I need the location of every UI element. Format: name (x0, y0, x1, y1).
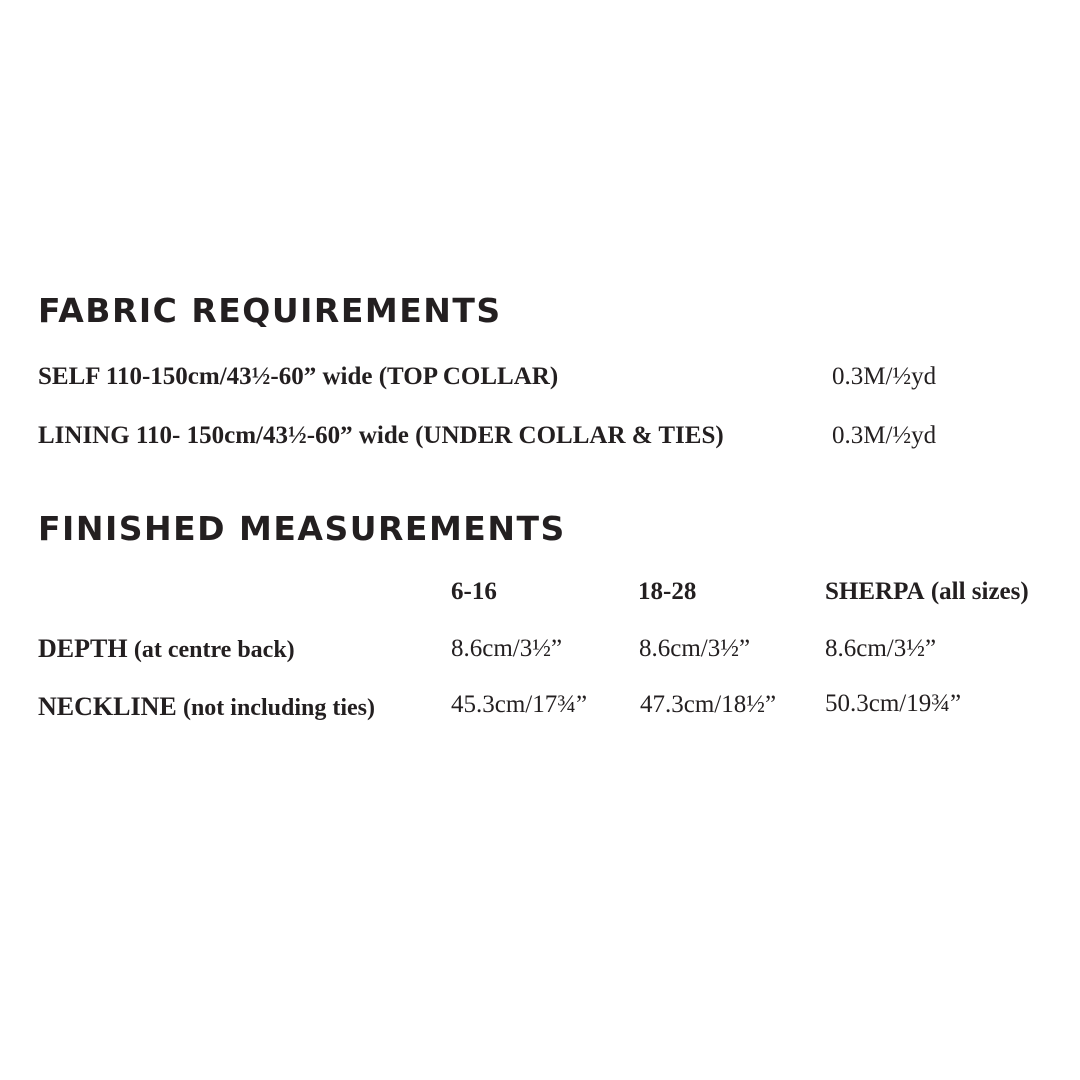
fabric-row-self-label: SELF 110-150cm/43½-60” wide (TOP COLLAR) (38, 363, 559, 390)
column-header-sherpa-name: SHERPA (825, 578, 925, 605)
column-header-sherpa-note: (all sizes) (930, 578, 1029, 605)
fabric-requirements-heading: FABRIC REQUIREMENTS (38, 291, 502, 330)
depth-value-18-28: 8.6cm/3½” (639, 635, 751, 662)
finished-measurements-heading: FINISHED MEASUREMENTS (38, 509, 566, 548)
fabric-row-lining-amount: 0.3M/½yd (832, 422, 937, 449)
column-header-sherpa (825, 579, 1029, 604)
neckline-value-6-16: 45.3cm/17¾” (451, 691, 588, 718)
column-header-18-28: 18-28 (638, 578, 697, 605)
column-header-6-16: 6-16 (451, 578, 497, 605)
neckline-value-18-28: 47.3cm/18½” (640, 691, 777, 718)
fabric-row-lining-label: LINING 110- 150cm/43½-60” wide (UNDER COLLAR & TIES) (38, 422, 724, 449)
depth-row-label (38, 636, 295, 662)
depth-label-note: (at centre back) (133, 637, 295, 663)
depth-label-main: DEPTH (38, 634, 128, 663)
neckline-row-label (38, 694, 375, 720)
fabric-row-self-amount: 0.3M/½yd (832, 363, 937, 390)
depth-value-6-16: 8.6cm/3½” (451, 635, 563, 662)
depth-value-sherpa: 8.6cm/3½” (825, 635, 937, 662)
neckline-label-note: (not including ties) (182, 695, 375, 721)
neckline-label-main: NECKLINE (38, 692, 177, 721)
neckline-value-sherpa: 50.3cm/19¾” (825, 690, 962, 717)
